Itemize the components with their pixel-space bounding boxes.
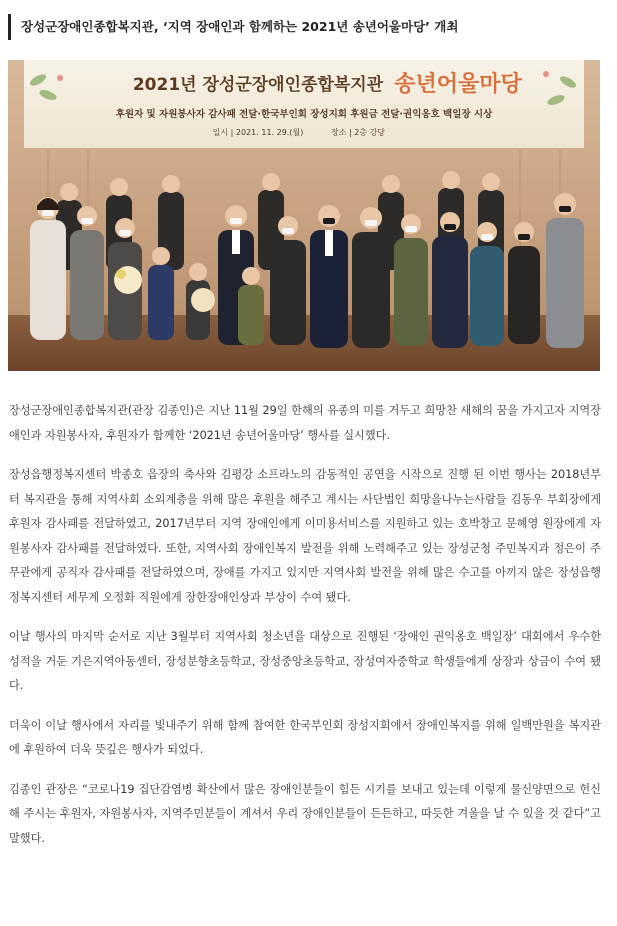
article-title: 장성군장애인종합복지관, ‘지역 장애인과 함께하는 2021년 송년어울마당’ 개최	[8, 14, 608, 40]
article-body	[9, 399, 601, 866]
article-paragraph: 더욱이 이날 행사에서 자리를 빛내주기 위해 함께 참여한 한국부인회 장성지회에서 장애인복지를 위해 일백만원을 복지관에 후원하여 더욱 뜻깊은 행사가 되었다.	[9, 718, 601, 756]
banner-main-title: 송년어울마당	[394, 72, 522, 97]
banner-date: 일시 | 2021. 11. 29.(월)	[212, 128, 304, 137]
banner-place: 장소 | 2층 강당	[330, 128, 386, 137]
banner-year-title: 2021년 장성군장애인종합복지관	[132, 75, 384, 95]
article-paragraph: 이날 행사의 마지막 순서로 지난 3월부터 지역사회 청소년을 대상으로 진행된 ‘장애인 권익옹호 백일장’ 대회에서 우수한 성적을 거둔 기은지역아동센터, 장성분향초등학교, 장성중앙초등학교, 장성여자중학교 학생들에게 상장과 상금이 수여 됐다.	[9, 630, 601, 692]
article-paragraph: 김종인 관장은 “코로나19 집단감염병 확산에서 많은 장애인분들이 힘든 시기를 보내고 있는데 이렇게 물신양면으로 헌신해 주시는 후원자, 자원봉사자, 지역주민분들이 계셔서 우리 장애인분들이 든든하고, 따듯한 겨울을 날 수 있을 것 같다”고 말했다.	[9, 782, 601, 845]
banner-subtitle: 후원자 및 자원봉사자 감사패 전달·한국부인회 장성지회 후원금 전달·권익옹호 백일장 시상	[115, 109, 493, 120]
article-paragraph: 장성읍행정복지센터 박종호 읍장의 축사와 김평강 소프라노의 감동적인 공연을 시작으로 진행 된 이번 행사는 2018년부터 복지관을 통해 지역사회 소외계층을 위해 많은 후원을 해주고 계시는 사단법인 희망을나누는사람들 김동우 부회장에게 후원자 감사패를 전달하였고, 2017년부터 지역 장애인에게 이미용서비스를 지원하고 있는 호박창고 문혜영 원장에게 자원봉사자 감사패를 전달하였다. 또한, 지역사회 장애인복지 발전을 위해 노력해주고 있는 장성군청 주민복지과 정은이 주무관에게 공직자 감사패를 전달하였으며, 장애를 가지고 있지만 지역사회 발전을 위해 많은 수고를 아끼지 않은 장성읍행정복지센터 세무계 오정화 직원에게 장한장애인상과 부상이 수여 됐다.	[9, 468, 601, 604]
article-paragraph: 장성군장애인종합복지관(관장 김종인)은 지난 11월 29일 한해의 유종의 미를 거두고 희망찬 새해의 꿈을 가지고자 지역장애인과 자원봉사자, 후원자가 함께한 ‘2021년 송년어울마당’ 행사를 실시했다.	[9, 404, 601, 442]
event-group-photo	[8, 60, 600, 371]
